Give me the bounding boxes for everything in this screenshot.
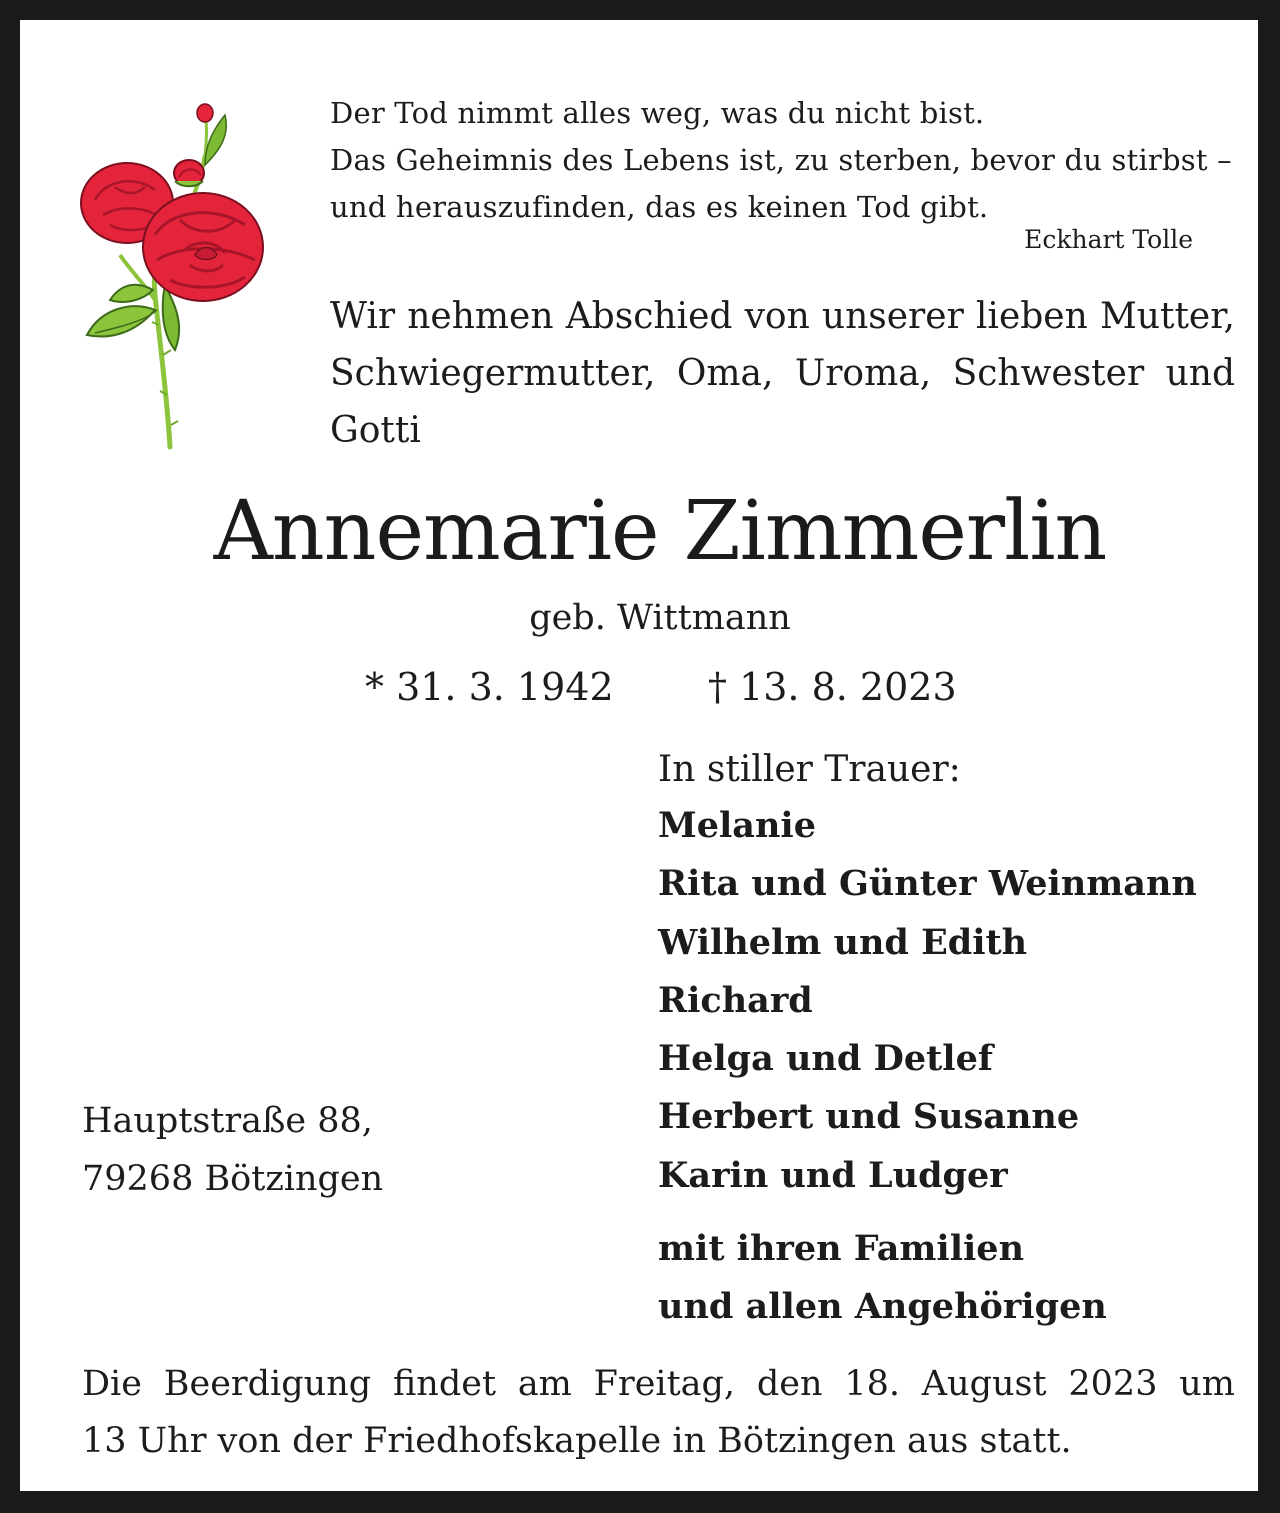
birth-date: * 31. 3. 1942 [365,665,614,709]
word: Oma, [676,353,774,394]
quote-line: Das Geheimnis des Lebens ist, zu sterben, bevor du stirbst – [330,143,1232,177]
mourner-name: Herbert und Susanne [658,1096,1080,1138]
mourners-tail-line: und allen Angehörigen [658,1286,1107,1328]
word: unserer [821,296,964,337]
farewell-text [330,288,1235,459]
funeral-line-1 [82,1356,1235,1413]
mourner-name: Richard [658,979,813,1021]
word: findet [392,1364,497,1404]
quote-line: und herauszufinden, das es keinen Tod gibt. [330,190,989,224]
word: am [517,1364,572,1404]
mourners-block [658,742,1238,1337]
word: Die [82,1364,142,1404]
word: 2023 [1068,1364,1158,1404]
word: von [744,296,810,337]
mourners-tail-line: mit ihren Familien [658,1228,1025,1270]
address-block [82,1092,383,1208]
word: Schwester [952,353,1145,394]
word: Freitag, [593,1364,736,1404]
word: um [1179,1364,1235,1404]
mourner-name: Karin und Ludger [658,1154,1008,1196]
funeral-line-2: 13 Uhr von der Friedhofskapelle in Bötzingen aus statt. [82,1421,1072,1461]
word: den [756,1364,823,1404]
mourner-name: Melanie [658,805,816,846]
mourner-name: Rita und Günter Weinmann [658,863,1197,905]
mourners-tail [658,1220,1238,1337]
word: Mutter, [1099,296,1235,337]
farewell-line-3: Gotti [330,410,421,451]
word: Wir [330,296,396,337]
word: 18. [844,1364,900,1404]
deceased-name: Annemarie Zimmerlin [213,484,1107,579]
address-street: Hauptstraße 88, [82,1101,373,1141]
quote-block [330,90,1235,231]
word: und [1165,353,1235,394]
address-city: 79268 Bötzingen [82,1159,384,1199]
farewell-line-2 [330,345,1235,402]
maiden-name: geb. Wittmann [529,598,791,638]
farewell-line-1 [330,288,1235,345]
mourner-name: Helga und Detlef [658,1038,993,1080]
rose-illustration [75,95,275,455]
word: August [921,1364,1047,1404]
word: Beerdigung [163,1364,372,1404]
word: Abschied [565,296,733,337]
quote-line: Der Tod nimmt alles weg, was du nicht bist. [330,96,985,130]
funeral-info [82,1356,1235,1470]
word: lieben [975,296,1088,337]
mourners-list [658,797,1238,1205]
word: Schwiegermutter, [330,353,656,394]
quote-author: Eckhart Tolle [1024,225,1193,254]
mourners-intro: In stiller Trauer: [658,749,961,790]
mourner-name: Wilhelm und Edith [658,921,1028,963]
word: Uroma, [794,353,932,394]
death-date: † 13. 8. 2023 [708,665,957,709]
word: nehmen [407,296,554,337]
